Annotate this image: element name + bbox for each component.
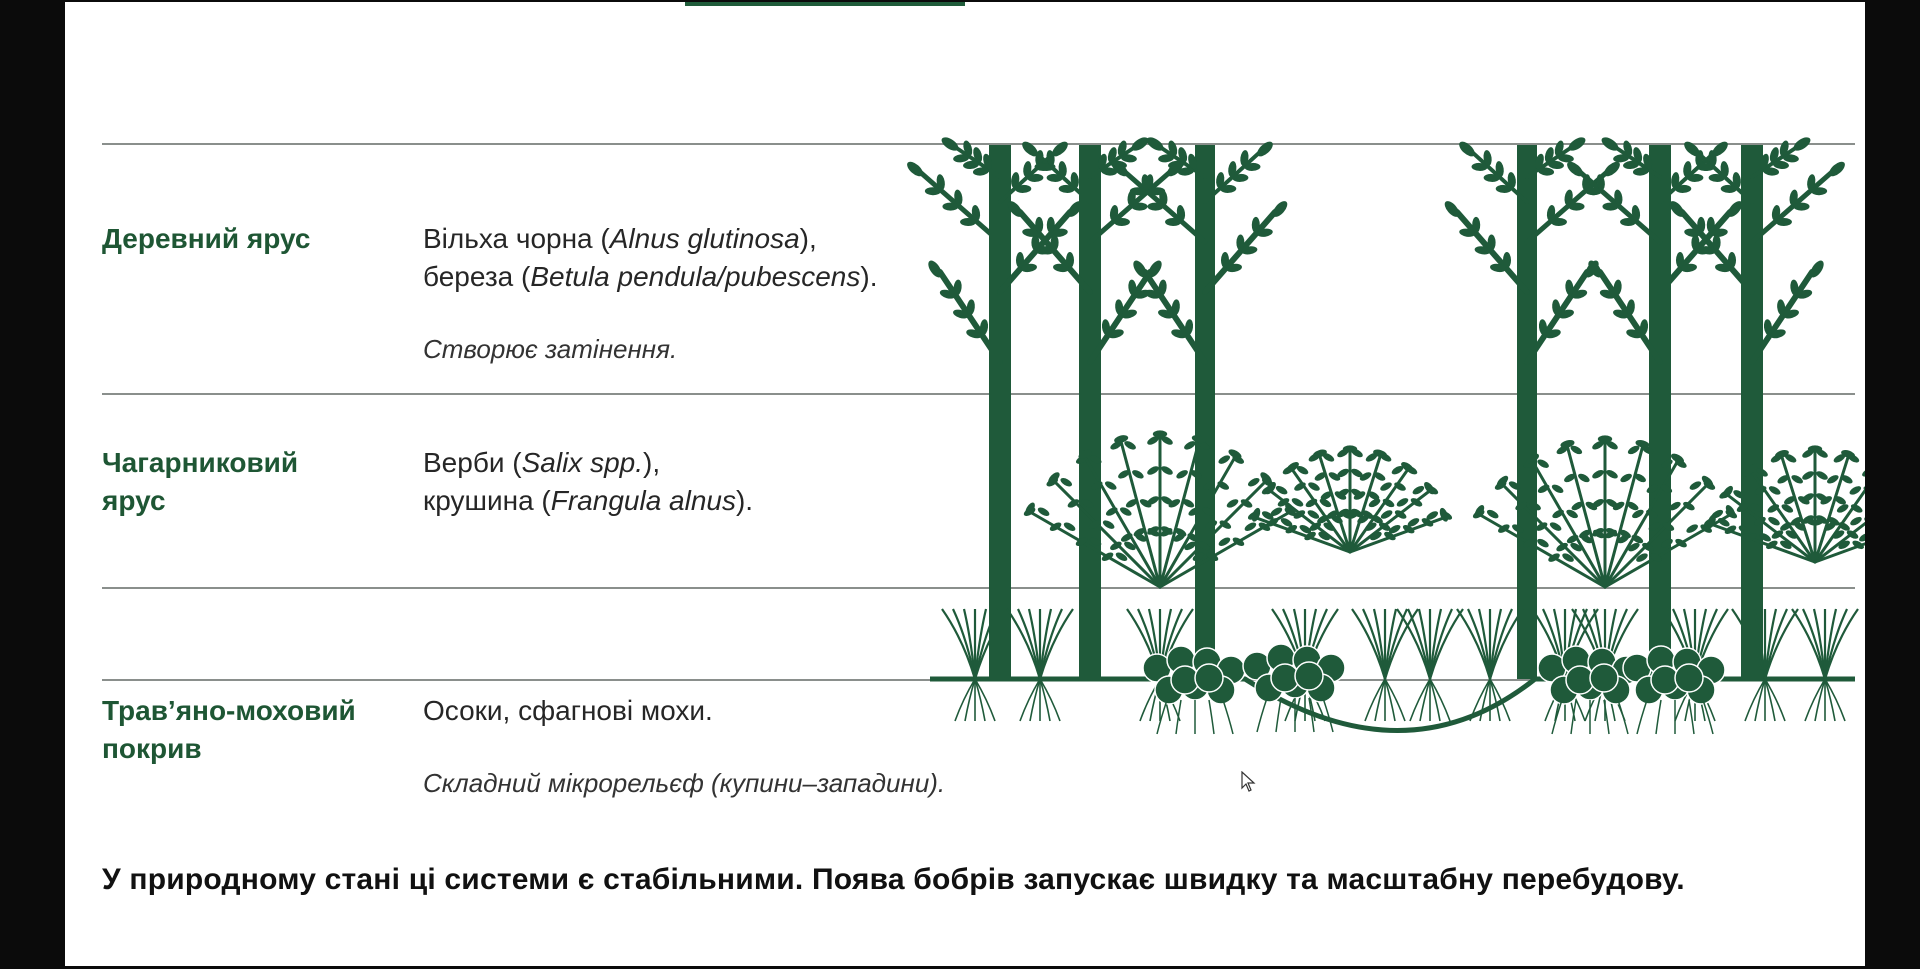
layer-title-line: ярус — [102, 485, 166, 516]
leaf — [1160, 465, 1174, 477]
leaf — [1790, 473, 1804, 485]
moss-root — [1257, 698, 1267, 732]
leaf — [1619, 472, 1633, 484]
leaf — [1119, 506, 1133, 518]
leaf — [1801, 470, 1815, 482]
grass-root — [1030, 679, 1040, 721]
grass-root — [1815, 679, 1825, 721]
leaf — [1848, 484, 1862, 496]
text-part: ). — [860, 261, 878, 292]
moss-hummock — [1295, 662, 1323, 690]
leaf — [1565, 508, 1579, 520]
grass-root — [1430, 679, 1450, 721]
leaf — [1307, 481, 1321, 493]
leaf — [1861, 466, 1865, 478]
leaf — [1175, 468, 1189, 480]
moss-root — [1323, 698, 1333, 732]
forest-layers-illustration — [65, 2, 1865, 966]
grass-root — [955, 679, 975, 721]
leaf — [1598, 435, 1612, 442]
leaf — [1631, 508, 1645, 520]
leaf — [1153, 430, 1167, 437]
latin-name: Alnus glutinosa — [609, 223, 800, 254]
layer-note-ground: Складний мікрорельєф (купини–западини). — [423, 768, 946, 798]
summary-statement: У природному стані ці системи є стабільними. Поява бобрів запускає швидку та масштабну перебудову. — [102, 863, 1685, 896]
leaf — [1104, 480, 1118, 492]
leaf — [1217, 454, 1231, 466]
moss-root — [1552, 700, 1562, 734]
leaf — [1605, 468, 1619, 480]
layer-title-line: Чагарниковий — [102, 447, 299, 478]
grass-root — [1410, 679, 1430, 721]
leaf — [1343, 445, 1357, 452]
slide — [65, 2, 1865, 966]
moss-hummock — [1195, 664, 1223, 692]
grass-root — [1765, 679, 1775, 721]
leaf — [1826, 473, 1840, 485]
leaf — [1768, 484, 1782, 496]
grass-root — [1765, 679, 1785, 721]
tree-trunk — [1517, 145, 1537, 679]
tree-branch — [1752, 172, 1832, 242]
text-part: береза ( — [423, 261, 531, 292]
grass-root — [1385, 679, 1395, 721]
grass-root — [1825, 679, 1835, 721]
leaf — [1815, 470, 1829, 482]
grass-root — [1825, 679, 1845, 721]
moss-root — [1689, 700, 1694, 734]
moss-hummock — [1675, 664, 1703, 692]
leaf — [1858, 531, 1865, 543]
grass-root — [1480, 679, 1490, 721]
moss-root — [1157, 700, 1167, 734]
grass-root — [975, 679, 985, 721]
latin-name: Betula pendula/pubescens — [530, 261, 861, 292]
leaf — [1536, 458, 1550, 470]
tree-branch — [1205, 212, 1275, 292]
moss-root — [1223, 700, 1233, 734]
layer-title-line: покрив — [102, 733, 202, 764]
grass-root — [1430, 679, 1440, 721]
moss-root — [1209, 700, 1214, 734]
grass-root — [1805, 679, 1825, 721]
grass-root — [1745, 679, 1765, 721]
tree-trunk — [1741, 145, 1763, 679]
grass-root — [1490, 679, 1500, 721]
moss-root — [1656, 700, 1661, 734]
text-part: крушина ( — [423, 485, 551, 516]
leaf — [1379, 481, 1393, 493]
leaf — [1591, 468, 1605, 480]
leaf — [1550, 483, 1564, 495]
grass-root — [1420, 679, 1430, 721]
moss-root — [1176, 700, 1181, 734]
tree-trunk — [989, 145, 1011, 679]
tree-branch — [1457, 212, 1527, 292]
text-part: ), — [799, 223, 817, 254]
layer-title-line: Трав’яно-моховий — [102, 695, 356, 726]
leaf — [1808, 445, 1822, 452]
grass-root — [1040, 679, 1060, 721]
tree-trunk — [1649, 145, 1671, 679]
tree-trunk — [1195, 145, 1215, 679]
cursor-arrow-icon — [1241, 771, 1257, 793]
leaf — [1146, 465, 1160, 477]
text-part: Верби ( — [423, 447, 522, 478]
grass-root — [1385, 679, 1405, 721]
tree-branch — [1580, 172, 1660, 242]
layer-title-line: Деревний ярус — [102, 223, 311, 254]
text-part: ). — [735, 485, 754, 516]
text-part: Вільха чорна ( — [423, 223, 610, 254]
moss-hummock — [1590, 664, 1618, 692]
moss-root — [1637, 700, 1647, 734]
tree-branch — [920, 172, 1000, 242]
leaf — [1131, 468, 1145, 480]
grass-root — [965, 679, 975, 721]
leaf — [1577, 472, 1591, 484]
text-part: Осоки, сфагнові мохи. — [423, 695, 713, 726]
grass-root — [1040, 679, 1050, 721]
latin-name: Salix spp. — [521, 447, 644, 478]
tree-trunk — [1079, 145, 1101, 679]
grass-root — [1375, 679, 1385, 721]
text-part: ), — [643, 447, 661, 478]
grass-root — [1755, 679, 1765, 721]
grass-root — [975, 679, 995, 721]
moss-root — [1276, 698, 1281, 732]
latin-name: Frangula alnus — [550, 485, 736, 516]
grass-root — [1365, 679, 1385, 721]
grass-root — [1020, 679, 1040, 721]
layer-note-tree: Створює затінення. — [423, 334, 678, 364]
moss-root — [1618, 700, 1628, 734]
